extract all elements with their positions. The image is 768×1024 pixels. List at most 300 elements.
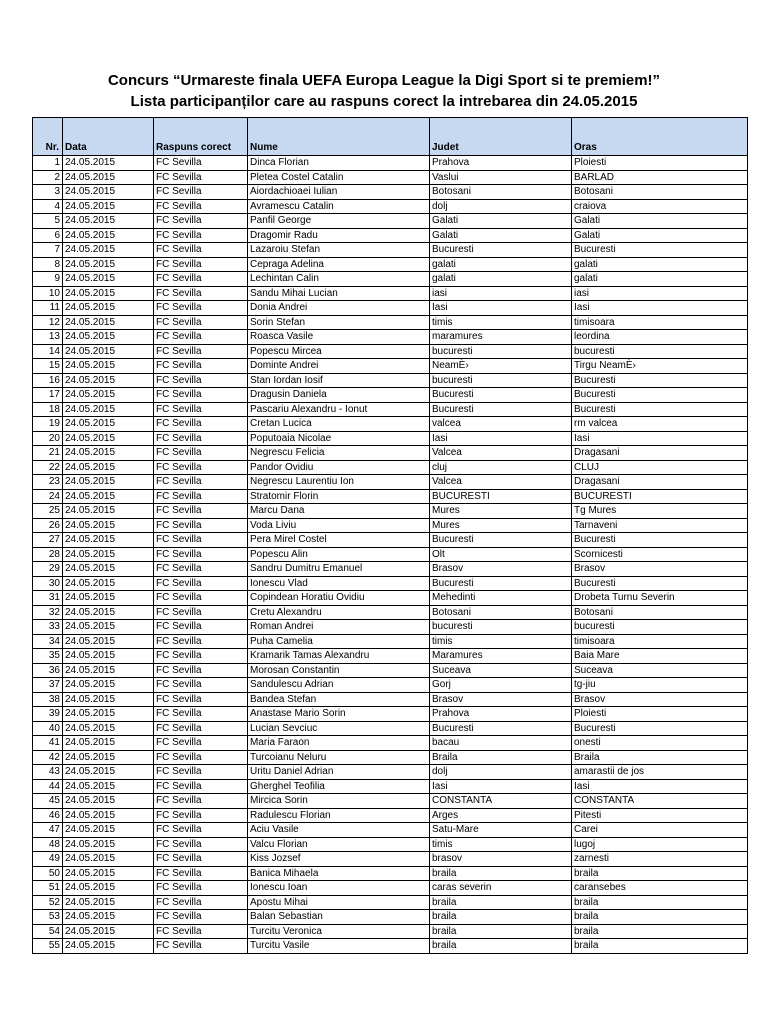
cell-nume: Lechintan Calin	[248, 272, 430, 287]
cell-oras: galati	[572, 257, 748, 272]
cell-nume: Dragusin Daniela	[248, 388, 430, 403]
cell-judet: Gorj	[430, 678, 572, 693]
cell-oras: Bucuresti	[572, 243, 748, 258]
cell-judet: bucuresti	[430, 373, 572, 388]
cell-judet: timis	[430, 315, 572, 330]
cell-data: 24.05.2015	[63, 315, 154, 330]
table-row	[33, 301, 748, 316]
cell-judet: bacau	[430, 736, 572, 751]
cell-raspuns: FC Sevilla	[154, 547, 248, 562]
cell-judet: Bucuresti	[430, 533, 572, 548]
cell-nume: Pletea Costel Catalin	[248, 170, 430, 185]
cell-nume: Uritu Daniel Adrian	[248, 765, 430, 780]
cell-nume: Panfil George	[248, 214, 430, 229]
cell-judet: Brasov	[430, 692, 572, 707]
cell-nume: Turcoianu Neluru	[248, 750, 430, 765]
cell-oras: Dragasani	[572, 446, 748, 461]
cell-oras: Scornicesti	[572, 547, 748, 562]
cell-data: 24.05.2015	[63, 750, 154, 765]
cell-data: 24.05.2015	[63, 881, 154, 896]
cell-oras: Suceava	[572, 663, 748, 678]
cell-judet: Galati	[430, 214, 572, 229]
cell-oras: galati	[572, 272, 748, 287]
header-row	[33, 118, 748, 156]
cell-nr: 9	[33, 272, 63, 287]
cell-judet: CONSTANTA	[430, 794, 572, 809]
table-row	[33, 547, 748, 562]
cell-oras: Carei	[572, 823, 748, 838]
cell-judet: Satu-Mare	[430, 823, 572, 838]
table-row	[33, 330, 748, 345]
table-row	[33, 402, 748, 417]
cell-raspuns: FC Sevilla	[154, 910, 248, 925]
cell-judet: BUCURESTI	[430, 489, 572, 504]
cell-nume: Valcu Florian	[248, 837, 430, 852]
table-row	[33, 257, 748, 272]
cell-data: 24.05.2015	[63, 852, 154, 867]
cell-nr: 50	[33, 866, 63, 881]
cell-data: 24.05.2015	[63, 939, 154, 954]
cell-judet: braila	[430, 895, 572, 910]
cell-nr: 35	[33, 649, 63, 664]
cell-data: 24.05.2015	[63, 620, 154, 635]
cell-nr: 20	[33, 431, 63, 446]
cell-data: 24.05.2015	[63, 402, 154, 417]
cell-judet: Bucuresti	[430, 721, 572, 736]
cell-oras: zarnesti	[572, 852, 748, 867]
cell-nume: Cepraga Adelina	[248, 257, 430, 272]
cell-nr: 34	[33, 634, 63, 649]
cell-nr: 53	[33, 910, 63, 925]
cell-nr: 19	[33, 417, 63, 432]
cell-nr: 2	[33, 170, 63, 185]
cell-raspuns: FC Sevilla	[154, 475, 248, 490]
cell-oras: Pitesti	[572, 808, 748, 823]
table-row	[33, 663, 748, 678]
cell-nr: 1	[33, 156, 63, 171]
cell-nr: 52	[33, 895, 63, 910]
cell-data: 24.05.2015	[63, 765, 154, 780]
cell-data: 24.05.2015	[63, 286, 154, 301]
cell-judet: Olt	[430, 547, 572, 562]
table-row	[33, 866, 748, 881]
cell-data: 24.05.2015	[63, 823, 154, 838]
cell-raspuns: FC Sevilla	[154, 446, 248, 461]
cell-data: 24.05.2015	[63, 591, 154, 606]
cell-nume: Cretu Alexandru	[248, 605, 430, 620]
cell-raspuns: FC Sevilla	[154, 939, 248, 954]
cell-raspuns: FC Sevilla	[154, 736, 248, 751]
table-row	[33, 765, 748, 780]
cell-judet: Bucuresti	[430, 388, 572, 403]
cell-raspuns: FC Sevilla	[154, 533, 248, 548]
cell-judet: Valcea	[430, 446, 572, 461]
cell-judet: brasov	[430, 852, 572, 867]
cell-judet: bucuresti	[430, 620, 572, 635]
cell-judet: Suceava	[430, 663, 572, 678]
cell-nr: 41	[33, 736, 63, 751]
table-row	[33, 605, 748, 620]
table-row	[33, 272, 748, 287]
cell-judet: Vaslui	[430, 170, 572, 185]
cell-nr: 24	[33, 489, 63, 504]
cell-judet: iasi	[430, 286, 572, 301]
cell-raspuns: FC Sevilla	[154, 431, 248, 446]
cell-nr: 36	[33, 663, 63, 678]
cell-data: 24.05.2015	[63, 678, 154, 693]
cell-nr: 12	[33, 315, 63, 330]
cell-raspuns: FC Sevilla	[154, 228, 248, 243]
cell-oras: Galati	[572, 228, 748, 243]
table-row	[33, 562, 748, 577]
cell-data: 24.05.2015	[63, 272, 154, 287]
table-row	[33, 446, 748, 461]
cell-nume: Pera Mirel Costel	[248, 533, 430, 548]
table-row	[33, 475, 748, 490]
cell-judet: Arges	[430, 808, 572, 823]
cell-nr: 3	[33, 185, 63, 200]
table-row	[33, 504, 748, 519]
cell-judet: bucuresti	[430, 344, 572, 359]
cell-oras: braila	[572, 924, 748, 939]
cell-oras: Tirgu NeamÈ›	[572, 359, 748, 374]
cell-data: 24.05.2015	[63, 489, 154, 504]
cell-raspuns: FC Sevilla	[154, 794, 248, 809]
cell-data: 24.05.2015	[63, 431, 154, 446]
cell-raspuns: FC Sevilla	[154, 417, 248, 432]
table-row	[33, 460, 748, 475]
cell-data: 24.05.2015	[63, 460, 154, 475]
cell-nr: 54	[33, 924, 63, 939]
cell-judet: braila	[430, 866, 572, 881]
cell-raspuns: FC Sevilla	[154, 866, 248, 881]
cell-nr: 18	[33, 402, 63, 417]
cell-data: 24.05.2015	[63, 866, 154, 881]
cell-oras: CONSTANTA	[572, 794, 748, 809]
cell-nr: 38	[33, 692, 63, 707]
cell-nume: Aiordachioaei Iulian	[248, 185, 430, 200]
cell-nume: Kiss Jozsef	[248, 852, 430, 867]
cell-data: 24.05.2015	[63, 736, 154, 751]
cell-oras: Iasi	[572, 431, 748, 446]
cell-data: 24.05.2015	[63, 301, 154, 316]
cell-data: 24.05.2015	[63, 605, 154, 620]
cell-nr: 5	[33, 214, 63, 229]
cell-nume: Cretan Lucica	[248, 417, 430, 432]
cell-judet: cluj	[430, 460, 572, 475]
cell-nr: 15	[33, 359, 63, 374]
cell-nume: Popescu Alin	[248, 547, 430, 562]
table-row	[33, 736, 748, 751]
cell-nr: 37	[33, 678, 63, 693]
cell-data: 24.05.2015	[63, 388, 154, 403]
cell-nr: 16	[33, 373, 63, 388]
cell-data: 24.05.2015	[63, 475, 154, 490]
cell-nr: 4	[33, 199, 63, 214]
cell-oras: Tg Mures	[572, 504, 748, 519]
cell-raspuns: FC Sevilla	[154, 460, 248, 475]
cell-raspuns: FC Sevilla	[154, 692, 248, 707]
cell-raspuns: FC Sevilla	[154, 402, 248, 417]
cell-oras: braila	[572, 910, 748, 925]
cell-raspuns: FC Sevilla	[154, 620, 248, 635]
cell-judet: Bucuresti	[430, 402, 572, 417]
cell-raspuns: FC Sevilla	[154, 243, 248, 258]
cell-nr: 22	[33, 460, 63, 475]
cell-data: 24.05.2015	[63, 417, 154, 432]
cell-nume: Dinca Florian	[248, 156, 430, 171]
cell-nume: Donia Andrei	[248, 301, 430, 316]
cell-judet: Galati	[430, 228, 572, 243]
cell-nr: 33	[33, 620, 63, 635]
cell-data: 24.05.2015	[63, 446, 154, 461]
cell-raspuns: FC Sevilla	[154, 504, 248, 519]
cell-judet: Prahova	[430, 156, 572, 171]
cell-nr: 45	[33, 794, 63, 809]
cell-oras: leordina	[572, 330, 748, 345]
cell-nr: 48	[33, 837, 63, 852]
cell-judet: Botosani	[430, 185, 572, 200]
cell-raspuns: FC Sevilla	[154, 156, 248, 171]
cell-nume: Puha Camelia	[248, 634, 430, 649]
cell-judet: Bucuresti	[430, 576, 572, 591]
cell-nume: Poputoaia Nicolae	[248, 431, 430, 446]
cell-nume: Roman Andrei	[248, 620, 430, 635]
cell-oras: iasi	[572, 286, 748, 301]
cell-raspuns: FC Sevilla	[154, 924, 248, 939]
cell-data: 24.05.2015	[63, 808, 154, 823]
cell-nr: 6	[33, 228, 63, 243]
cell-oras: Ploiesti	[572, 156, 748, 171]
cell-nume: Bandea Stefan	[248, 692, 430, 707]
cell-judet: braila	[430, 910, 572, 925]
cell-data: 24.05.2015	[63, 707, 154, 722]
cell-raspuns: FC Sevilla	[154, 286, 248, 301]
cell-judet: dolj	[430, 199, 572, 214]
table-row	[33, 243, 748, 258]
cell-oras: BARLAD	[572, 170, 748, 185]
column-header-nume: Nume	[248, 118, 430, 156]
cell-oras: bucuresti	[572, 620, 748, 635]
cell-judet: caras severin	[430, 881, 572, 896]
table-row	[33, 576, 748, 591]
cell-data: 24.05.2015	[63, 794, 154, 809]
cell-data: 24.05.2015	[63, 663, 154, 678]
cell-oras: lugoj	[572, 837, 748, 852]
table-row	[33, 518, 748, 533]
cell-oras: tg-jiu	[572, 678, 748, 693]
cell-raspuns: FC Sevilla	[154, 837, 248, 852]
cell-raspuns: FC Sevilla	[154, 808, 248, 823]
cell-raspuns: FC Sevilla	[154, 634, 248, 649]
cell-data: 24.05.2015	[63, 634, 154, 649]
cell-nume: Balan Sebastian	[248, 910, 430, 925]
cell-raspuns: FC Sevilla	[154, 649, 248, 664]
cell-nume: Radulescu Florian	[248, 808, 430, 823]
cell-data: 24.05.2015	[63, 692, 154, 707]
cell-judet: Valcea	[430, 475, 572, 490]
cell-nume: Lazaroiu Stefan	[248, 243, 430, 258]
cell-nume: Copindean Horatiu Ovidiu	[248, 591, 430, 606]
cell-judet: timis	[430, 634, 572, 649]
column-header-oras: Oras	[572, 118, 748, 156]
cell-data: 24.05.2015	[63, 330, 154, 345]
table-row	[33, 373, 748, 388]
table-row	[33, 794, 748, 809]
cell-oras: CLUJ	[572, 460, 748, 475]
cell-nr: 30	[33, 576, 63, 591]
cell-nume: Popescu Mircea	[248, 344, 430, 359]
cell-nr: 13	[33, 330, 63, 345]
cell-nume: Anastase Mario Sorin	[248, 707, 430, 722]
cell-raspuns: FC Sevilla	[154, 199, 248, 214]
cell-nr: 47	[33, 823, 63, 838]
cell-data: 24.05.2015	[63, 576, 154, 591]
cell-data: 24.05.2015	[63, 547, 154, 562]
table-row	[33, 620, 748, 635]
cell-data: 24.05.2015	[63, 243, 154, 258]
column-header-nr: Nr.	[33, 118, 63, 156]
cell-nr: 51	[33, 881, 63, 896]
table-row	[33, 315, 748, 330]
cell-oras: Botosani	[572, 605, 748, 620]
cell-data: 24.05.2015	[63, 910, 154, 925]
table-header	[33, 118, 748, 156]
cell-nr: 25	[33, 504, 63, 519]
cell-data: 24.05.2015	[63, 185, 154, 200]
cell-nume: Turcitu Veronica	[248, 924, 430, 939]
cell-nr: 32	[33, 605, 63, 620]
cell-nume: Avramescu Catalin	[248, 199, 430, 214]
table-row	[33, 910, 748, 925]
cell-nr: 39	[33, 707, 63, 722]
cell-oras: BUCURESTI	[572, 489, 748, 504]
table-row	[33, 286, 748, 301]
cell-raspuns: FC Sevilla	[154, 721, 248, 736]
cell-raspuns: FC Sevilla	[154, 170, 248, 185]
cell-raspuns: FC Sevilla	[154, 765, 248, 780]
cell-nr: 10	[33, 286, 63, 301]
cell-nume: Dragomir Radu	[248, 228, 430, 243]
cell-raspuns: FC Sevilla	[154, 185, 248, 200]
cell-judet: galati	[430, 257, 572, 272]
cell-nr: 17	[33, 388, 63, 403]
cell-nr: 27	[33, 533, 63, 548]
cell-nume: Negrescu Laurentiu Ion	[248, 475, 430, 490]
cell-raspuns: FC Sevilla	[154, 576, 248, 591]
cell-oras: Brasov	[572, 562, 748, 577]
cell-nr: 43	[33, 765, 63, 780]
cell-raspuns: FC Sevilla	[154, 779, 248, 794]
cell-data: 24.05.2015	[63, 504, 154, 519]
cell-nr: 55	[33, 939, 63, 954]
cell-raspuns: FC Sevilla	[154, 344, 248, 359]
cell-data: 24.05.2015	[63, 344, 154, 359]
cell-nr: 44	[33, 779, 63, 794]
cell-oras: Tarnaveni	[572, 518, 748, 533]
cell-oras: amarastii de jos	[572, 765, 748, 780]
cell-data: 24.05.2015	[63, 373, 154, 388]
cell-nume: Apostu Mihai	[248, 895, 430, 910]
cell-raspuns: FC Sevilla	[154, 562, 248, 577]
cell-nume: Ionescu Ioan	[248, 881, 430, 896]
cell-nume: Voda Liviu	[248, 518, 430, 533]
cell-data: 24.05.2015	[63, 156, 154, 171]
cell-data: 24.05.2015	[63, 721, 154, 736]
table-row	[33, 823, 748, 838]
cell-raspuns: FC Sevilla	[154, 750, 248, 765]
cell-judet: braila	[430, 924, 572, 939]
cell-raspuns: FC Sevilla	[154, 518, 248, 533]
cell-data: 24.05.2015	[63, 895, 154, 910]
cell-judet: Mehedinti	[430, 591, 572, 606]
cell-judet: Brasov	[430, 562, 572, 577]
cell-data: 24.05.2015	[63, 214, 154, 229]
cell-raspuns: FC Sevilla	[154, 678, 248, 693]
cell-raspuns: FC Sevilla	[154, 605, 248, 620]
table-row	[33, 692, 748, 707]
cell-data: 24.05.2015	[63, 359, 154, 374]
table-row	[33, 185, 748, 200]
table-row	[33, 431, 748, 446]
cell-raspuns: FC Sevilla	[154, 330, 248, 345]
table-row	[33, 489, 748, 504]
cell-oras: Bucuresti	[572, 533, 748, 548]
cell-nume: Sorin Stefan	[248, 315, 430, 330]
cell-judet: Botosani	[430, 605, 572, 620]
cell-data: 24.05.2015	[63, 170, 154, 185]
cell-data: 24.05.2015	[63, 562, 154, 577]
cell-oras: craiova	[572, 199, 748, 214]
cell-raspuns: FC Sevilla	[154, 663, 248, 678]
table-row	[33, 750, 748, 765]
cell-nume: Aciu Vasile	[248, 823, 430, 838]
table-row	[33, 591, 748, 606]
cell-raspuns: FC Sevilla	[154, 257, 248, 272]
column-header-judet: Judet	[430, 118, 572, 156]
cell-raspuns: FC Sevilla	[154, 591, 248, 606]
cell-oras: rm valcea	[572, 417, 748, 432]
table-row	[33, 837, 748, 852]
table-row	[33, 881, 748, 896]
cell-raspuns: FC Sevilla	[154, 301, 248, 316]
cell-raspuns: FC Sevilla	[154, 214, 248, 229]
cell-data: 24.05.2015	[63, 837, 154, 852]
cell-nume: Roasca Vasile	[248, 330, 430, 345]
cell-oras: Bucuresti	[572, 388, 748, 403]
table-row	[33, 678, 748, 693]
table-row	[33, 359, 748, 374]
cell-nr: 21	[33, 446, 63, 461]
cell-oras: Braila	[572, 750, 748, 765]
table-row	[33, 388, 748, 403]
cell-raspuns: FC Sevilla	[154, 895, 248, 910]
cell-nr: 11	[33, 301, 63, 316]
cell-judet: Prahova	[430, 707, 572, 722]
cell-data: 24.05.2015	[63, 779, 154, 794]
cell-nume: Ionescu Vlad	[248, 576, 430, 591]
table-row	[33, 707, 748, 722]
table-row	[33, 344, 748, 359]
cell-oras: braila	[572, 939, 748, 954]
table-row	[33, 939, 748, 954]
table-row	[33, 634, 748, 649]
table-row	[33, 852, 748, 867]
cell-data: 24.05.2015	[63, 257, 154, 272]
cell-raspuns: FC Sevilla	[154, 881, 248, 896]
cell-oras: timisoara	[572, 315, 748, 330]
cell-oras: Ploiesti	[572, 707, 748, 722]
